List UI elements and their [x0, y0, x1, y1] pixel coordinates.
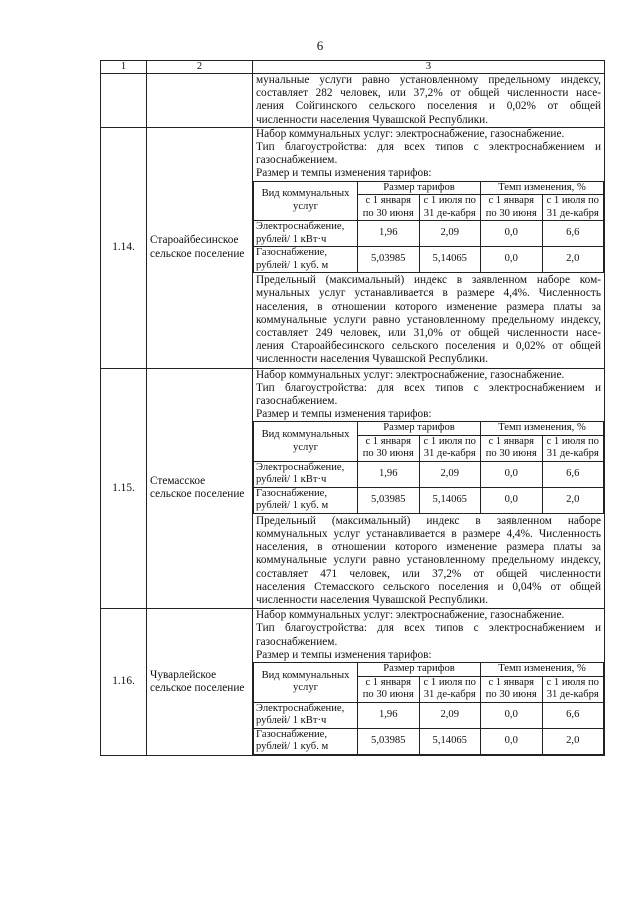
- value-cell: 2,0: [542, 247, 604, 273]
- header-col-1: 1: [101, 61, 147, 74]
- value-cell: 0,0: [481, 221, 543, 247]
- text-line: составляет 249 человек, или 31,0% от общей численности насе-: [256, 326, 601, 339]
- text-line: коммунальных услуг устанавливается в размере 4,4%. Численность: [256, 528, 601, 541]
- value-cell: 1,96: [358, 461, 420, 487]
- services-set: Набор коммунальных услуг: электроснабжение, газоснабжение.: [256, 609, 565, 622]
- tariff-table: [100, 60, 605, 756]
- gas-row: [254, 728, 604, 754]
- col-change-rate: Темп изменения, %: [481, 422, 604, 436]
- text-line: численности населения Чувашской Республики.: [256, 594, 489, 607]
- services-set: Набор коммунальных услуг: электроснабжение, газоснабжение.: [256, 127, 565, 140]
- settlement-name: Чуварлейское сельское поселение: [147, 609, 253, 755]
- improvement-type: Тип благоустройства: для всех типов с электроснабжением и: [256, 381, 601, 394]
- text-line: ления Сойгинского сельского поселения и 0,02% от общей: [256, 100, 601, 113]
- text-line: коммунальные услуги равно установленному предельному индексу,: [256, 313, 601, 326]
- period-jan-jun: с 1 января по 30 июня: [481, 195, 543, 221]
- electricity-row: [254, 702, 604, 728]
- continuation-text: [253, 74, 605, 128]
- value-cell: 1,96: [358, 221, 420, 247]
- col-change-rate: Темп изменения, %: [481, 181, 604, 195]
- settlement-description: [253, 609, 605, 755]
- improvement-type: Тип благоустройства: для всех типов с электроснабжением и: [256, 622, 601, 635]
- value-cell: 2,09: [419, 461, 481, 487]
- value-cell: 5,14065: [419, 728, 481, 754]
- value-cell: 0,0: [481, 728, 543, 754]
- value-cell: 1,96: [358, 702, 420, 728]
- period-jan-jun: с 1 января по 30 июня: [481, 676, 543, 702]
- value-cell: 5,03985: [358, 247, 420, 273]
- period-jul-dec: с 1 июля по 31 де-кабря: [419, 676, 481, 702]
- gas-row: [254, 487, 604, 513]
- text-line: составляет 471 человек, или 37,2% от общей численности: [256, 567, 601, 580]
- text-line: населения, в отношении которого изменение размера платы за: [256, 300, 601, 313]
- period-jan-jun: с 1 января по 30 июня: [481, 435, 543, 461]
- period-jul-dec: с 1 июля по 31 де-кабря: [542, 435, 604, 461]
- settlement-description: [253, 368, 605, 609]
- row-number: 1.15.: [101, 368, 147, 609]
- period-jul-dec: с 1 июля по 31 де-кабря: [542, 676, 604, 702]
- col-service-type: Вид коммунальных услуг: [254, 181, 358, 221]
- value-cell: 5,03985: [358, 728, 420, 754]
- value-cell: 0,0: [481, 247, 543, 273]
- rates-table: [253, 421, 604, 514]
- rates-heading: Размер и темпы изменения тарифов:: [256, 648, 432, 661]
- settlement-row: [101, 368, 605, 609]
- electricity-label: Электроснабжение, рублей/ 1 кВт·ч: [254, 461, 358, 487]
- electricity-label: Электроснабжение, рублей/ 1 кВт·ч: [254, 702, 358, 728]
- value-cell: 0,0: [481, 461, 543, 487]
- value-cell: 5,03985: [358, 487, 420, 513]
- value-cell: 2,09: [419, 702, 481, 728]
- index-paragraph: [253, 514, 604, 608]
- row-number: 1.14.: [101, 127, 147, 368]
- text-line: численности населения Чувашской Республики.: [256, 113, 489, 126]
- improvement-type-cont: газоснабжением.: [256, 394, 338, 407]
- col-service-type: Вид коммунальных услуг: [254, 422, 358, 462]
- continuation-row: [101, 74, 605, 128]
- value-cell: 0,0: [481, 702, 543, 728]
- improvement-type: Тип благоустройства: для всех типов с электроснабжением и: [256, 141, 601, 154]
- electricity-label: Электроснабжение, рублей/ 1 кВт·ч: [254, 221, 358, 247]
- improvement-type-cont: газоснабжением.: [256, 635, 338, 648]
- electricity-row: [254, 461, 604, 487]
- index-paragraph: [253, 273, 604, 367]
- text-line: Предельный (максимальный) индекс в заявленном наборе: [256, 514, 601, 527]
- text-line: мунальные услуги равно установленному предельному индексу,: [256, 74, 601, 86]
- settlement-row: [101, 609, 605, 755]
- value-cell: 2,0: [542, 487, 604, 513]
- text-line: Предельный (максимальный) индекс в заявленном наборе ком-: [256, 274, 601, 287]
- rates-heading: Размер и темпы изменения тарифов:: [256, 167, 432, 180]
- text-line: ления Староайбесинского сельского поселения и 0,02% от общей: [256, 340, 601, 353]
- row-number: 1.16.: [101, 609, 147, 755]
- page-number: 6: [316, 38, 324, 53]
- value-cell: 6,6: [542, 221, 604, 247]
- period-jul-dec: с 1 июля по 31 де-кабря: [542, 195, 604, 221]
- header-row: [101, 61, 605, 74]
- gas-label: Газоснабжение, рублей/ 1 куб. м: [254, 247, 358, 273]
- gas-row: [254, 247, 604, 273]
- rates-table: [253, 662, 604, 755]
- value-cell: 6,6: [542, 702, 604, 728]
- electricity-row: [254, 221, 604, 247]
- gas-label: Газоснабжение, рублей/ 1 куб. м: [254, 487, 358, 513]
- text-line: составляет 282 человек, или 37,2% от общей численности насе-: [256, 87, 601, 100]
- settlement-name: Стемасское сельское поселение: [147, 368, 253, 609]
- settlement-name: Староайбесинское сельское поселение: [147, 127, 253, 368]
- services-set: Набор коммунальных услуг: электроснабжение, газоснабжение.: [256, 368, 565, 381]
- rates-heading: Размер и темпы изменения тарифов:: [256, 408, 432, 421]
- text-line: населения Стемасского сельского поселения и 0,04% от общей: [256, 580, 601, 593]
- col-change-rate: Темп изменения, %: [481, 663, 604, 677]
- col-tariff-size: Размер тарифов: [358, 181, 481, 195]
- value-cell: 5,14065: [419, 487, 481, 513]
- period-jan-jun: с 1 января по 30 июня: [358, 676, 420, 702]
- period-jul-dec: с 1 июля по 31 де-кабря: [419, 435, 481, 461]
- settlement-row: [101, 127, 605, 368]
- col-tariff-size: Размер тарифов: [358, 422, 481, 436]
- period-jan-jun: с 1 января по 30 июня: [358, 195, 420, 221]
- period-jan-jun: с 1 января по 30 июня: [358, 435, 420, 461]
- text-line: мунальных услуг устанавливается в размере 4,4%. Численность: [256, 287, 601, 300]
- header-col-3: 3: [253, 61, 605, 74]
- text-line: коммунальные услуги равно установленному предельному индексу,: [256, 554, 601, 567]
- col-service-type: Вид коммунальных услуг: [254, 663, 358, 703]
- settlement-description: [253, 127, 605, 368]
- period-jul-dec: с 1 июля по 31 де-кабря: [419, 195, 481, 221]
- value-cell: 5,14065: [419, 247, 481, 273]
- value-cell: 6,6: [542, 461, 604, 487]
- improvement-type-cont: газоснабжением.: [256, 154, 338, 167]
- text-line: численности населения Чувашской Республики.: [256, 353, 489, 366]
- gas-label: Газоснабжение, рублей/ 1 куб. м: [254, 728, 358, 754]
- value-cell: 0,0: [481, 487, 543, 513]
- col-tariff-size: Размер тарифов: [358, 663, 481, 677]
- text-line: населения, в отношении которого изменение размера платы за: [256, 541, 601, 554]
- value-cell: 2,09: [419, 221, 481, 247]
- rates-table: [253, 181, 604, 274]
- value-cell: 2,0: [542, 728, 604, 754]
- header-col-2: 2: [147, 61, 253, 74]
